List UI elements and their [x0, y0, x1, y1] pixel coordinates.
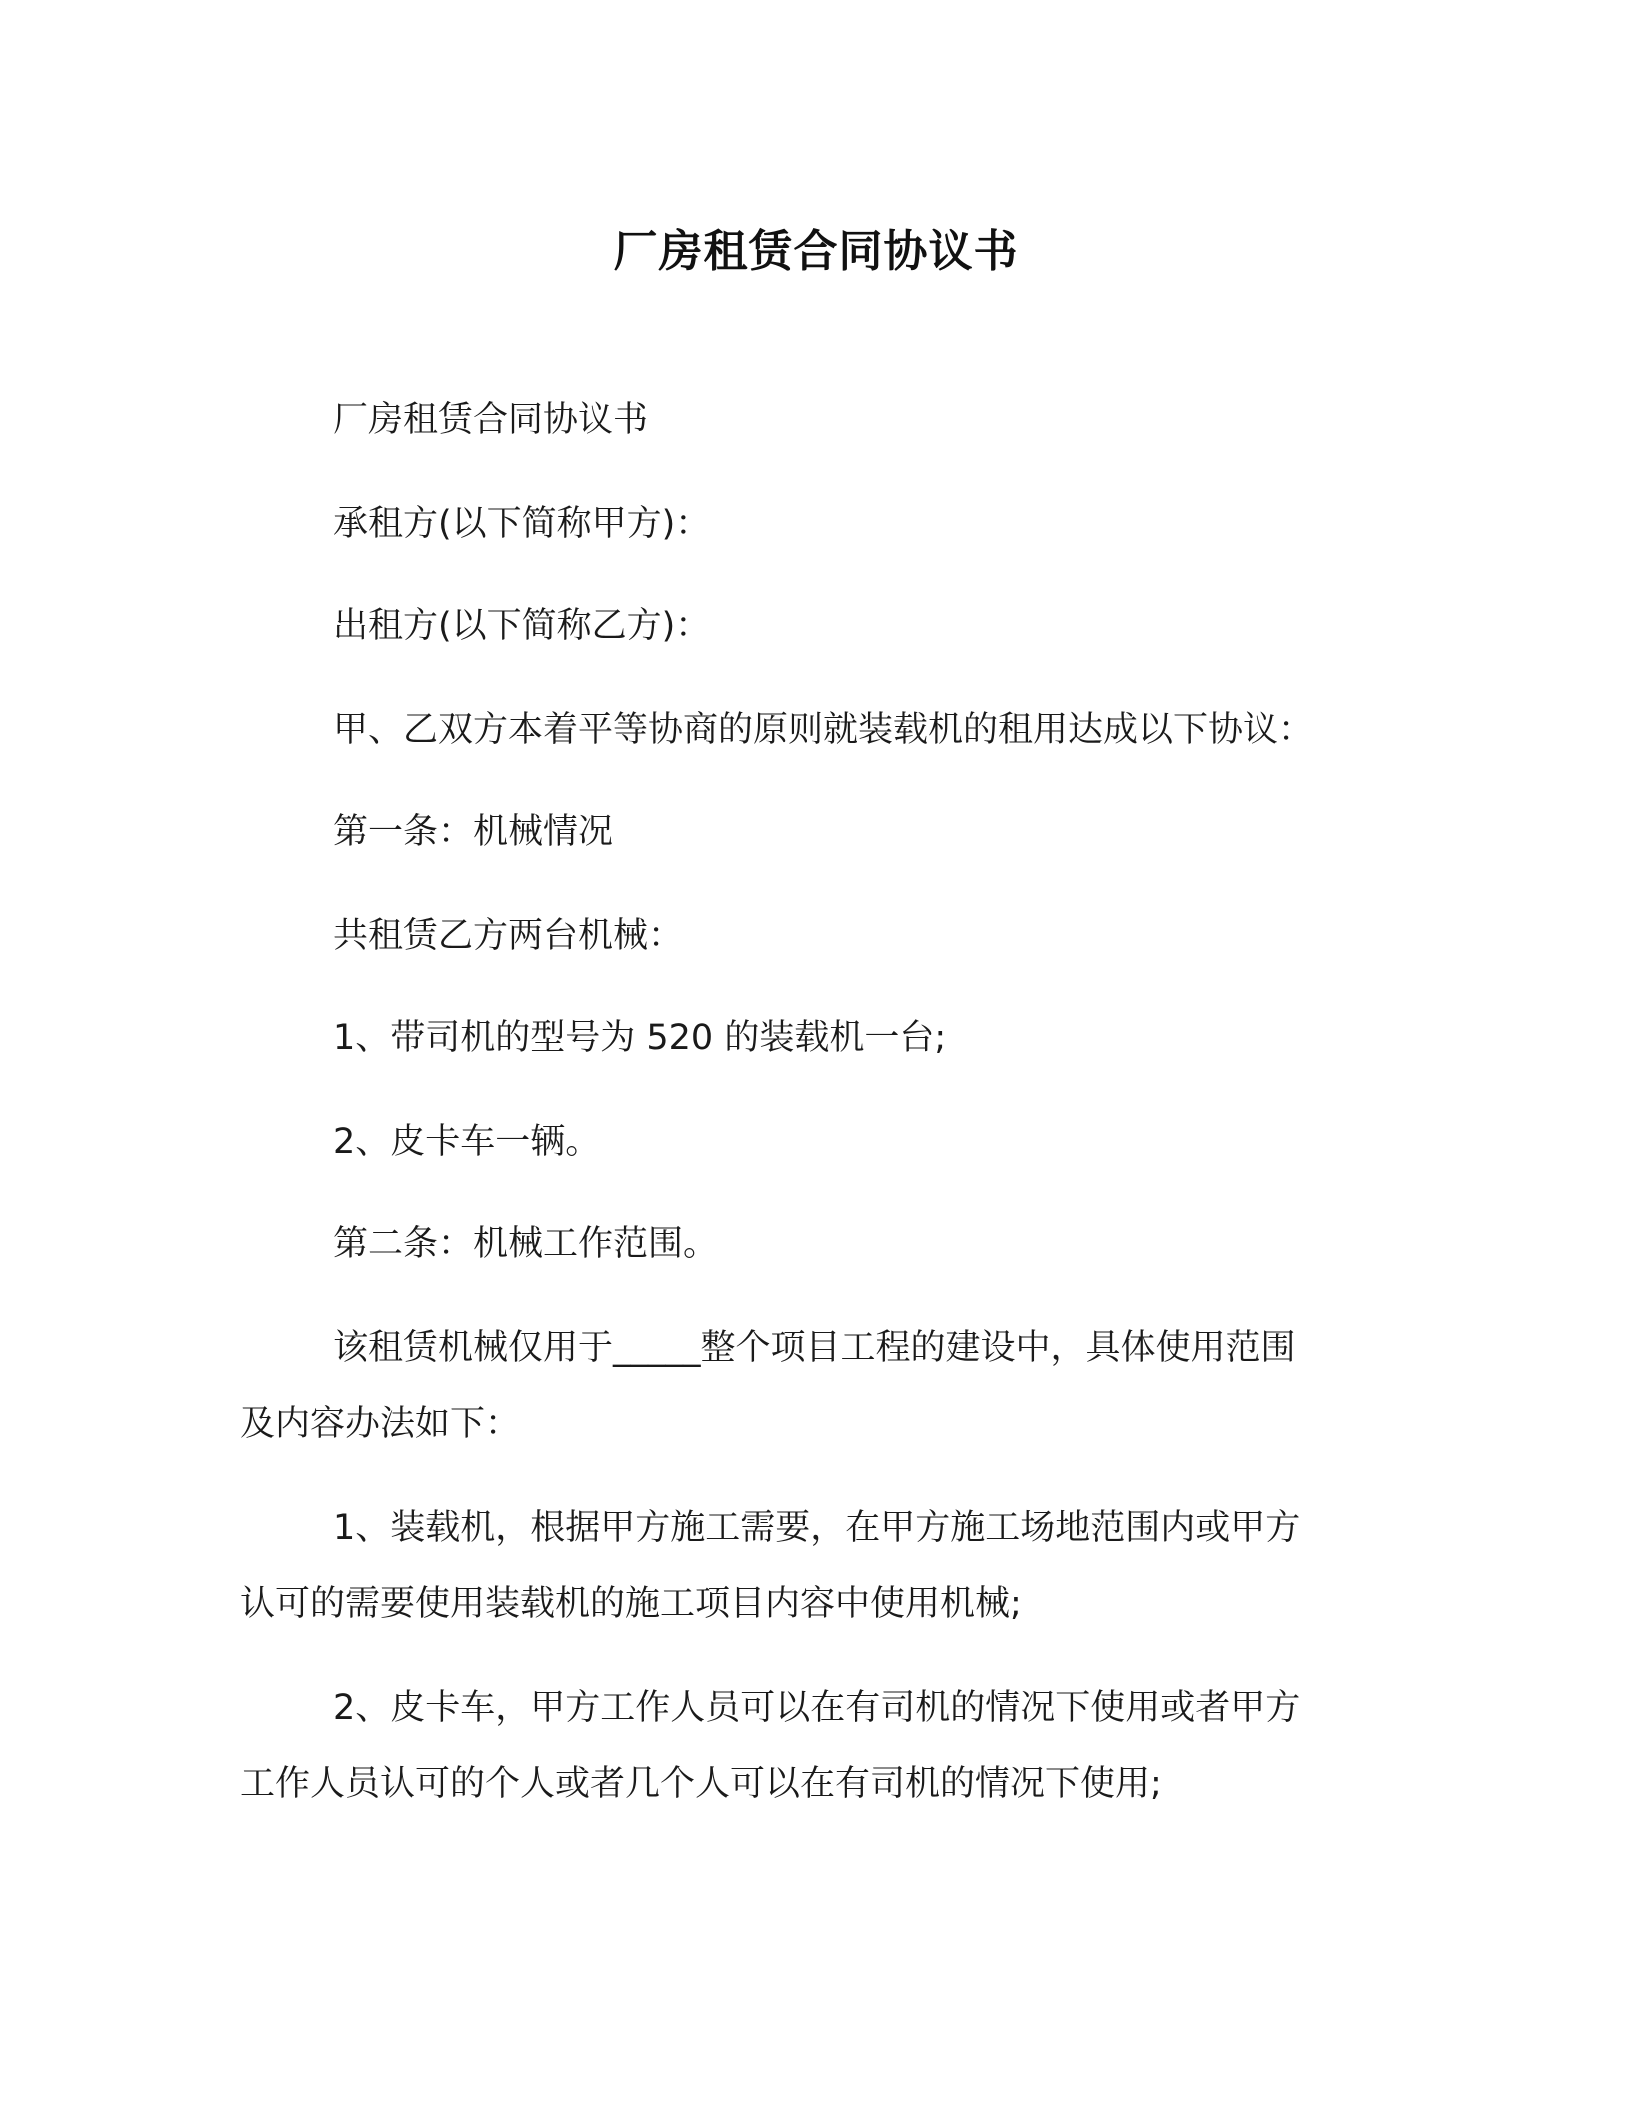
lessee-line: 承租方(以下简称甲方)： [333, 504, 711, 544]
article-1-heading: 第一条：机械情况 [333, 812, 614, 852]
machine-item-2: 2、皮卡车一辆。 [333, 1122, 601, 1162]
scope-item-2-line-1: 2、皮卡车，甲方工作人员可以在有司机的情况下使用或者甲方 [333, 1688, 1301, 1728]
scope-item-2-line-2: 工作人员认可的个人或者几个人可以在有司机的情况下使用; [240, 1764, 1162, 1804]
machine-item-1: 1、带司机的型号为 520 的装载机一台; [333, 1018, 947, 1058]
agreement-intro-line: 甲、乙双方本着平等协商的原则就装载机的租用达成以下协议： [333, 710, 1314, 750]
scope-item-1-line-2: 认可的需要使用装载机的施工项目内容中使用机械; [240, 1584, 1022, 1624]
scope-paragraph-line-1: 该租赁机械仅用于_____整个项目工程的建设中，具体使用范围 [333, 1328, 1296, 1368]
subtitle-line: 厂房租赁合同协议书 [333, 400, 649, 440]
document-title: 厂房租赁合同协议书 [613, 226, 1019, 277]
scope-item-1-line-1: 1、装载机，根据甲方施工需要，在甲方施工场地范围内或甲方 [333, 1508, 1301, 1548]
machine-count-line: 共租赁乙方两台机械： [333, 916, 684, 956]
scope-paragraph-line-2: 及内容办法如下： [240, 1404, 521, 1444]
lessor-line: 出租方(以下简称乙方)： [333, 606, 711, 646]
article-2-heading: 第二条：机械工作范围。 [333, 1224, 719, 1264]
